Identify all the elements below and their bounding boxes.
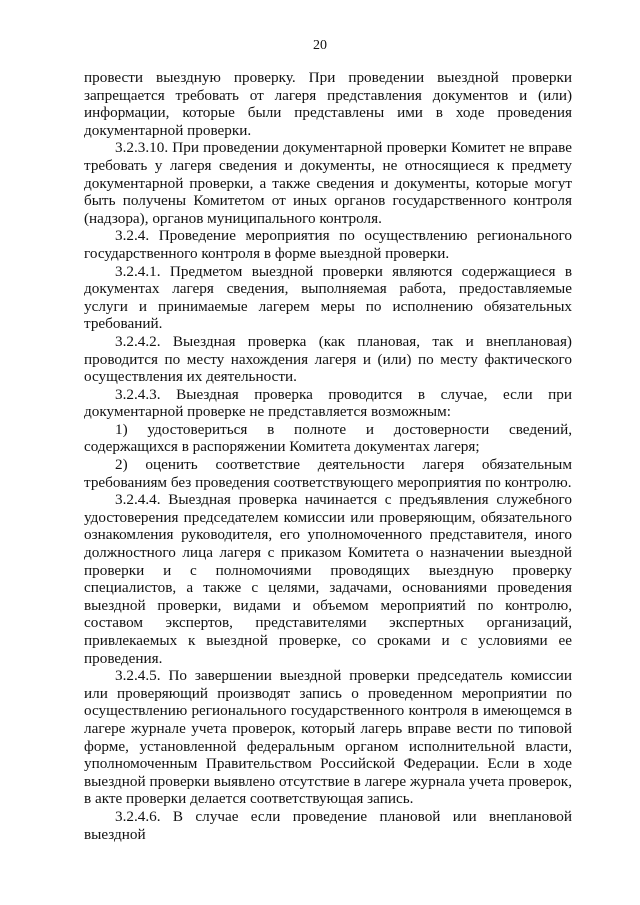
paragraph-3-2-4-6: 3.2.4.6. В случае если проведение плановой или внеплановой выездной	[84, 807, 572, 843]
paragraph-continuation: провести выездную проверку. При проведении выездной проверки запрещается требовать от лагеря представления документов и (или) информации, которые были представлены ими в ходе проведения документарной проверки.	[84, 69, 572, 139]
paragraph-3-2-4: 3.2.4. Проведение мероприятия по осуществлению регионального государственного контроля в форме выездной проверки.	[84, 227, 572, 262]
list-item-2: 2) оценить соответствие деятельности лагеря обязательным требованиям без проведения соответствующего мероприятия по контролю.	[84, 456, 572, 491]
paragraph-3-2-4-2: 3.2.4.2. Выездная проверка (как плановая, так и внеплановая) проводится по месту нахождения лагеря и (или) по месту фактического осуществления их деятельности.	[84, 332, 572, 386]
document-body	[84, 69, 572, 843]
paragraph-3-2-4-3: 3.2.4.3. Выездная проверка проводится в случае, если при документарной проверке не представляется возможным:	[84, 385, 572, 421]
paragraph-3-2-4-5: 3.2.4.5. По завершении выездной проверки председатель комиссии или проверяющий производят запись о проведенном мероприятии по осуществлению регионального государственного контроля в имеющемся в лагере журнале учета проверок, который лагерь вправе вести по типовой форме, установленной федеральным органом исполнительной власти, уполномоченным Правительством Российской Федерации. Если в ходе выездной проверки выявлено отсутствие в лагере журнала учета проверок, в акте проверки делается соответствующая запись.	[84, 667, 572, 808]
paragraph-3-2-4-4: 3.2.4.4. Выездная проверка начинается с предъявления служебного удостоверения председателем комиссии или проверяющим, обязательного ознакомления руководителя, его уполномоченного представителя, иного должностного лица лагеря с приказом Комитета о назначении выездной проверки и с полномочиями проводящих выездную проверку специалистов, а также с целями, задачами, основаниями проведения выездной проверки, видами и объемом мероприятий по контролю, составом экспертов, представителями экспертных организаций, привлекаемых к выездной проверке, со сроками и с условиями ее проведения.	[84, 491, 572, 667]
list-item-1: 1) удостовериться в полноте и достоверности сведений, содержащихся в распоряжении Комитета документах лагеря;	[84, 420, 572, 456]
paragraph-3-2-3-10: 3.2.3.10. При проведении документарной проверки Комитет не вправе требовать у лагеря сведения и документы, не относящиеся к предмету документарной проверки, а также сведения и документы, которые могут быть получены Комитетом от иных органов государственного контроля (надзора), органов муниципального контроля.	[84, 139, 572, 227]
page-number: 20	[313, 38, 327, 53]
paragraph-3-2-4-1: 3.2.4.1. Предметом выездной проверки являются содержащиеся в документах лагеря сведения, выполняемая работа, предоставляемые услуги и принимаемые лагерем меры по исполнению обязательных требований.	[84, 262, 572, 333]
